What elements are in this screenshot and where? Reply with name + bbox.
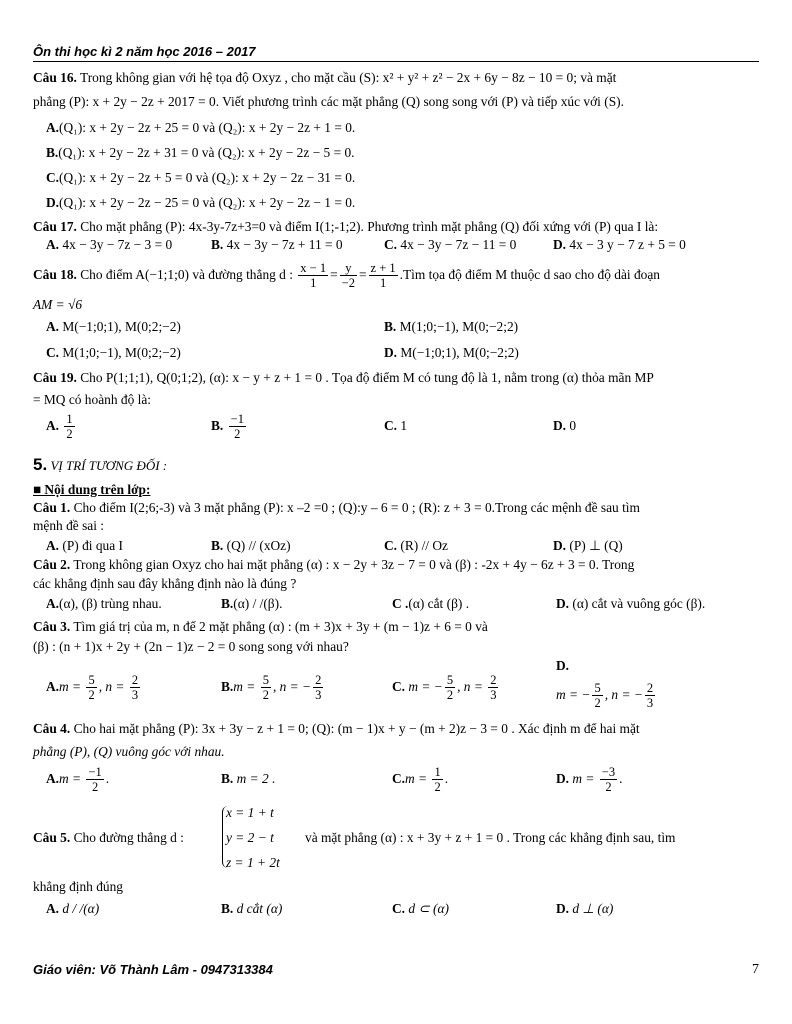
page-header: Ôn thi học kì 2 năm học 2016 – 2017 (33, 44, 759, 62)
numerator: 2 (490, 673, 497, 688)
denominator: 1 (379, 276, 387, 291)
option-label: A. (46, 679, 60, 694)
numerator: z + 1 (370, 261, 396, 276)
option-text: m = (59, 771, 85, 786)
c5-sys-z: z = 1 + 2t (226, 855, 280, 870)
page-footer (33, 962, 759, 977)
c3-d-frac2 (645, 681, 655, 710)
q18-am (33, 297, 759, 313)
q19-line2 (33, 392, 759, 408)
option-label: A. (46, 538, 60, 553)
option-text: (α) / /(β). (233, 596, 283, 611)
option-label: B. (221, 596, 234, 611)
c4-option-d[interactable] (556, 762, 622, 796)
q19-option-b[interactable] (211, 410, 248, 442)
option-text: m = (405, 771, 431, 786)
denominator: 2 (446, 688, 454, 703)
option-label: B. (211, 538, 224, 553)
numerator: 5 (446, 673, 454, 688)
c4-label: Câu 4. (33, 721, 71, 736)
option-label: A. (46, 120, 60, 135)
q18-post: .Tìm tọa độ điểm M thuộc d sao cho độ dài đoạn (399, 267, 660, 282)
option-text: 4x − 3y − 7z + 11 = 0 (223, 237, 343, 252)
option-text: , n = (457, 679, 487, 694)
q16-option-d[interactable] (46, 195, 355, 211)
c5-line2: khẳng định đúng (33, 879, 124, 894)
q19-b-frac (229, 412, 246, 441)
c2-text2: các khẳng định sau đây khẳng định nào là đúng ? (33, 576, 297, 591)
q16-label: Câu 16. (33, 70, 77, 85)
option-label: B. (211, 418, 224, 433)
footer-author: Giáo viên: Võ Thành Lâm - 0947313384 (33, 962, 273, 977)
denominator: 1 (310, 276, 317, 291)
q18-option-b[interactable] (384, 319, 518, 335)
c1-option-b[interactable] (211, 538, 291, 554)
option-text: d ⊂ (α) (405, 901, 449, 916)
option-text: 4x − 3y − 7z − 3 = 0 (59, 237, 173, 252)
numerator: 1 (434, 765, 441, 780)
c5-post: và mặt phẳng (α) : x + 3y + z + 1 = 0 . Trong các khẳng định sau, tìm (305, 830, 676, 845)
subsection-heading: ■ Nội dung trên lớp: (33, 482, 151, 497)
option-label: C. (46, 170, 60, 185)
section-title: VỊ TRÍ TƯƠNG ĐỐI : (47, 458, 168, 473)
option-label: D. (553, 538, 567, 553)
c3-option-c[interactable] (392, 670, 500, 704)
option-text: . (105, 771, 110, 786)
option-text: . (444, 771, 449, 786)
denominator: 2 (234, 427, 241, 442)
option-label: D. (556, 901, 570, 916)
q16-option-b[interactable] (46, 145, 355, 161)
q19-a-frac (64, 412, 74, 441)
denominator: 3 (131, 688, 139, 703)
q19-text2: = MQ có hoành độ là: (33, 392, 152, 407)
option-text: (Q₁): x + 2y − 2z − 25 = 0 và (Q₂): x + 2y − 2z − 1 = 0. (59, 195, 356, 210)
option-text: m = (233, 679, 259, 694)
option-text: (R) // Oz (397, 538, 448, 553)
option-text: 1 (397, 418, 408, 433)
c4-option-b[interactable] (221, 771, 275, 787)
c5-option-d[interactable] (556, 901, 613, 917)
option-label: D. (553, 237, 567, 252)
q17-text: Cho mặt phẳng (P): 4x-3y-7z+3=0 và điểm I(1;-1;2). Phương trình mặt phẳng (Q) đối xứng với (P) qua I là: (76, 219, 659, 234)
c2-label: Câu 2. (33, 557, 71, 572)
q16-option-a[interactable] (46, 120, 355, 136)
option-label: B. (211, 237, 224, 252)
q17-line1 (33, 219, 759, 235)
q16-option-c[interactable] (46, 170, 355, 186)
denominator: 3 (315, 688, 322, 703)
c3-c-frac2 (488, 673, 498, 702)
c3-label: Câu 3. (33, 619, 71, 634)
option-text: (P) đi qua I (59, 538, 123, 553)
c4-option-a[interactable] (46, 762, 109, 796)
c3-b-frac2 (313, 673, 323, 702)
q18-am-text: AM = √6 (33, 297, 83, 312)
option-label: A. (46, 237, 60, 252)
numerator: x − 1 (300, 261, 327, 276)
option-label: B. (221, 679, 234, 694)
c1-option-d[interactable] (553, 538, 623, 554)
c3-option-b[interactable] (221, 670, 325, 704)
c5-sys-x: x = 1 + t (226, 805, 274, 820)
c3-option-d-label[interactable] (556, 658, 569, 674)
numerator: 2 (646, 681, 654, 696)
q16-text2: phẳng (P): x + 2y − 2z + 2017 = 0. Viết phương trình các mặt phẳng (Q) song song với (P) và tiếp xúc với (S). (33, 94, 624, 109)
c3-option-a[interactable] (46, 670, 142, 704)
denominator: 2 (262, 688, 269, 703)
q18-option-d[interactable] (384, 345, 519, 361)
c2-option-c[interactable] (392, 596, 469, 612)
c5-sys-y: y = 2 − t (226, 830, 274, 845)
option-text: 0 (566, 418, 577, 433)
option-text: , n = (98, 679, 128, 694)
option-label: D. (384, 345, 398, 360)
option-label: C. (46, 345, 60, 360)
option-text: m = 2 . (233, 771, 276, 786)
c1-line1 (33, 500, 759, 516)
option-text: M(1;0;−1), M(0;−2;2) (396, 319, 519, 334)
c3-d-frac1 (592, 681, 602, 710)
denominator: −2 (341, 276, 355, 291)
c2-line2 (33, 576, 759, 592)
c1-option-c[interactable] (384, 538, 448, 554)
equals: = (330, 267, 338, 282)
c4-a-frac (86, 765, 103, 794)
option-text: M(−1;0;1), M(0;2;−2) (59, 319, 181, 334)
option-label: B. (221, 901, 234, 916)
option-label: B. (46, 145, 59, 160)
q16-line2 (33, 94, 759, 110)
option-label: C. (392, 679, 406, 694)
c1-label: Câu 1. (33, 500, 71, 515)
c1-line2 (33, 518, 759, 534)
q17-label: Câu 17. (33, 219, 77, 234)
c4-line1 (33, 721, 759, 737)
c3-line1 (33, 619, 759, 635)
option-text: M(−1;0;1), M(0;−2;2) (397, 345, 519, 360)
numerator: 2 (315, 673, 322, 688)
option-label: B. (384, 319, 397, 334)
c4-text2: phẳng (P), (Q) vuông góc với nhau. (33, 744, 225, 759)
denominator: 2 (434, 780, 441, 795)
option-text: (Q₁): x + 2y − 2z + 31 = 0 và (Q₂): x + 2y − 2z − 5 = 0. (58, 145, 355, 160)
c5-pre-text: Cho đường thẳng d : (70, 830, 184, 845)
c1-option-a[interactable] (46, 538, 123, 554)
c5-option-c[interactable] (392, 901, 449, 917)
c4-c-frac (432, 765, 442, 794)
option-text: (P) ⊥ (Q) (566, 538, 623, 553)
option-label: D. (556, 658, 570, 673)
q16-text1: Trong không gian với hệ tọa độ Oxyz , cho mặt cầu (S): x² + y² + z² − 2x + 6y − 8z − 10 = 0; và mặt (76, 70, 617, 85)
numerator: 5 (594, 681, 601, 696)
c3-text1: Tìm giá trị của m, n để 2 mặt phẳng (α) : (m + 3)x + 3y + (m − 1)z + 6 = 0 và (70, 619, 488, 634)
option-text: (Q₁): x + 2y − 2z + 5 = 0 và (Q₂): x + 2y − 2z − 31 = 0. (59, 170, 356, 185)
option-label: D. (553, 418, 567, 433)
c3-a-frac2 (130, 673, 140, 702)
option-text: (α), (β) trùng nhau. (59, 596, 162, 611)
denominator: 3 (490, 688, 497, 703)
q19-option-a[interactable] (46, 410, 77, 442)
option-text: d ⊥ (α) (569, 901, 614, 916)
c1-text2: mệnh đề sai : (33, 518, 105, 533)
q19-line1 (33, 370, 759, 386)
option-text: 4x − 3 y − 7 z + 5 = 0 (566, 237, 686, 252)
c2-line1 (33, 557, 759, 573)
q19-text1: Cho P(1;1;1), Q(0;1;2), (α): x − y + z + 1 = 0 . Tọa độ điểm M có tung độ là 1, nằm trong (α) thỏa mãn MP (76, 370, 654, 385)
option-label: C. (384, 538, 398, 553)
numerator: 5 (88, 673, 95, 688)
c3-b-frac1 (261, 673, 271, 702)
c5-option-b[interactable] (221, 901, 282, 917)
option-label: C. (392, 901, 406, 916)
option-text: d cắt (α) (233, 901, 283, 916)
option-label: A. (46, 771, 60, 786)
option-text: , n = − (604, 687, 643, 702)
option-label: A. (46, 901, 60, 916)
c3-a-frac1 (86, 673, 96, 702)
option-label: D. (556, 596, 570, 611)
option-label: A. (46, 418, 60, 433)
q19-option-d[interactable] (553, 418, 576, 434)
q17-option-d[interactable] (553, 237, 686, 253)
q18-frac-x (298, 261, 328, 290)
denominator: 2 (91, 780, 99, 795)
equals: = (358, 267, 367, 282)
q17-option-a[interactable] (46, 237, 172, 253)
q19-option-c[interactable] (384, 418, 407, 434)
numerator: −3 (601, 765, 616, 780)
option-label: C . (392, 596, 409, 611)
numerator: −1 (230, 412, 244, 427)
option-text: m = (59, 679, 85, 694)
option-text: m = − (405, 679, 443, 694)
q18-option-a[interactable] (46, 319, 181, 335)
c3-c-frac1 (445, 673, 455, 702)
option-label: B. (221, 771, 234, 786)
denominator: 3 (646, 696, 654, 711)
option-text: , n = − (272, 679, 312, 694)
option-label: C. (392, 771, 406, 786)
c2-option-a[interactable] (46, 596, 162, 612)
q18-label: Câu 18. (33, 267, 77, 282)
option-text: m = (569, 771, 598, 786)
option-text: M(1;0;−1), M(0;2;−2) (59, 345, 181, 360)
c4-d-frac (600, 765, 617, 794)
option-text: (Q₁): x + 2y − 2z + 25 = 0 và (Q₂): x + 2y − 2z + 1 = 0. (59, 120, 356, 135)
option-text: (α) cắt (β) . (408, 596, 470, 611)
q18-pre: Cho điểm A(−1;1;0) và đường thẳng d : (76, 267, 297, 282)
q19-label: Câu 19. (33, 370, 77, 385)
numerator: 5 (262, 673, 269, 688)
c1-text1: Cho điểm I(2;6;-3) và 3 mặt phẳng (P): x –2 =0 ; (Q):y – 6 = 0 ; (R): z + 3 = 0.Trong các mệnh đề sau tìm (70, 500, 640, 515)
c3-line2 (33, 639, 759, 655)
c3-option-d[interactable] (556, 678, 657, 712)
q17-option-c[interactable] (384, 237, 516, 253)
c5-option-a[interactable] (46, 901, 99, 917)
option-label: A. (46, 319, 60, 334)
c5-label: Câu 5. (33, 830, 71, 845)
c2-option-b[interactable] (221, 596, 282, 612)
c4-line2 (33, 744, 759, 760)
page-number: 7 (752, 962, 759, 977)
c4-option-c[interactable] (392, 762, 448, 796)
option-label: C. (384, 237, 398, 252)
denominator: 2 (605, 780, 612, 795)
option-text: . (619, 771, 623, 786)
c3-text2: (β) : (n + 1)x + 2y + (2n − 1)z − 2 = 0 song song với nhau? (33, 639, 349, 654)
option-text: (α) cắt và vuông góc (β). (569, 596, 706, 611)
numerator: y (340, 261, 357, 276)
numerator: 2 (131, 673, 139, 688)
q18-frac-z (369, 261, 398, 290)
option-label: D. (556, 771, 570, 786)
section-heading (33, 455, 167, 475)
option-label: C. (384, 418, 398, 433)
q18-frac-y (340, 261, 357, 290)
denominator: 2 (88, 688, 95, 703)
numerator: 1 (66, 412, 73, 427)
section-number: 5. (33, 455, 48, 474)
q18-option-c[interactable] (46, 345, 181, 361)
denominator: 2 (594, 696, 601, 711)
c4-text1: Cho hai mặt phẳng (P): 3x + 3y − z + 1 = 0; (Q): (m − 1)x + y − (m + 2)z − 3 = 0 . Xác định m để hai mặt (70, 721, 640, 736)
option-text: (Q) // (xOz) (223, 538, 291, 553)
c2-option-d[interactable] (556, 596, 705, 612)
q16-line1 (33, 70, 759, 86)
q17-option-b[interactable] (211, 237, 343, 253)
option-label: A. (46, 596, 60, 611)
option-text: d / /(α) (59, 901, 100, 916)
option-text: m = − (556, 687, 591, 702)
denominator: 2 (66, 427, 73, 442)
q18-line1 (33, 260, 759, 290)
numerator: −1 (88, 765, 102, 780)
c2-text1: Trong không gian Oxyz cho hai mặt phẳng (α) : x − 2y + 3z − 7 = 0 và (β) : -2x + 4y − 6z + 3 = 0. Trong (70, 557, 635, 572)
option-label: D. (46, 195, 60, 210)
option-text: 4x − 3y − 7z − 11 = 0 (397, 237, 517, 252)
c5-pre (33, 830, 223, 846)
